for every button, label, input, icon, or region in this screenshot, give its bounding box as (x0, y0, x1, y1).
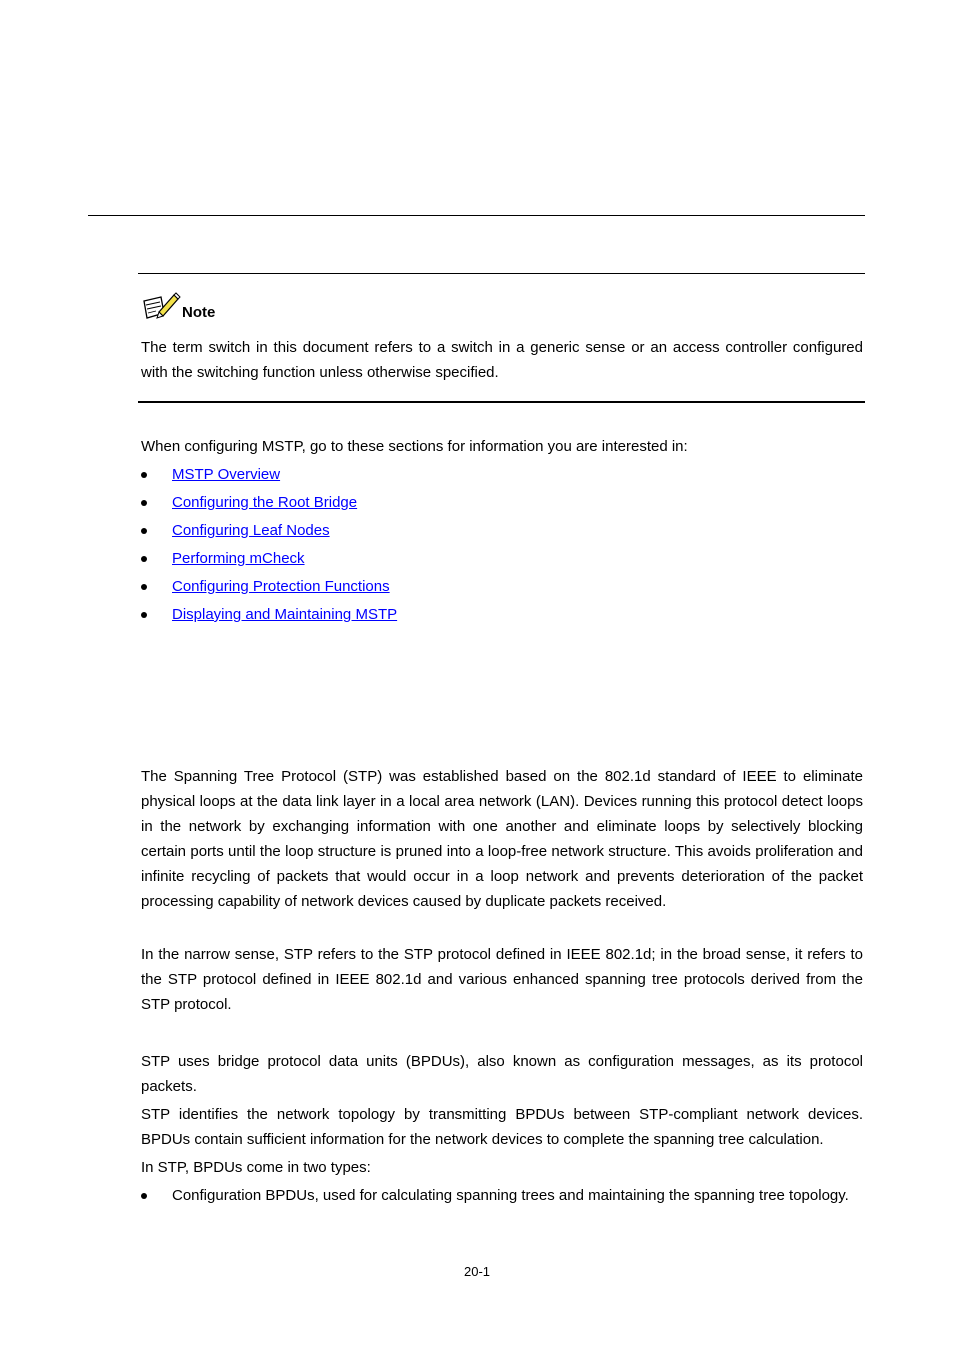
note-icon (141, 291, 181, 323)
link-performing-mcheck[interactable]: Performing mCheck (172, 550, 305, 567)
page-number: 20-1 (463, 1264, 491, 1279)
link-configuring-root-bridge[interactable]: Configuring the Root Bridge (172, 494, 358, 511)
link-mstp-overview[interactable]: MSTP Overview (172, 466, 281, 483)
stp-paragraph-1: The Spanning Tree Protocol (STP) was established based on the 802.1d standard of IEEE to eliminate physical loops at the data link layer in a local area network (LAN). Devices running this protocol detect loops in the network by exchanging information with one another and eliminate loops by selectively blocking certain ports until the loop structure is pruned into a loop-free network structure. This avoids proliferation and infinite recycling of packets that would occur in a loop network and prevents deterioration of the packet processing capability of network devices caused by duplicate packets received. (141, 768, 863, 910)
stp-paragraph-2: In the narrow sense, STP refers to the STP protocol defined in IEEE 802.1d; in the broad sense, it refers to the STP protocol defined in IEEE 802.1d and various enhanced spanning tree protocols derived from the STP protocol. (141, 946, 863, 1013)
list-item (141, 1183, 863, 1208)
bpdu-paragraph-2: STP identifies the network topology by transmitting BPDUs between STP-compliant network devices. BPDUs contain sufficient information for the network devices to complete the spanning tree calculation. (141, 1106, 863, 1148)
bullet-icon (141, 556, 147, 562)
intro-text: When configuring MSTP, go to these sections for information you are interested in: (141, 438, 688, 455)
bpdu-paragraph-3: In STP, BPDUs come in two types: (141, 1159, 371, 1176)
note-text: The term switch in this document refers to a switch in a generic sense or an access controller configured with the switching function unless otherwise specified. (141, 339, 863, 381)
header-rule (88, 215, 865, 216)
link-configuring-leaf-nodes[interactable]: Configuring Leaf Nodes (172, 522, 330, 539)
link-configuring-protection-functions[interactable]: Configuring Protection Functions (172, 578, 390, 595)
link-displaying-maintaining-mstp[interactable]: Displaying and Maintaining MSTP (172, 606, 398, 623)
bullet-icon (141, 500, 147, 506)
note-bottom-rule (138, 401, 865, 403)
bullet-icon (141, 528, 147, 534)
note-label: Note (182, 304, 216, 321)
note-top-rule (138, 273, 865, 274)
bullet-icon (141, 472, 147, 478)
bullet-icon (141, 612, 147, 618)
bpdu-bullet-text: Configuration BPDUs, used for calculating spanning trees and maintaining the spanning tree topology. (172, 1187, 849, 1204)
bpdu-paragraph-1: STP uses bridge protocol data units (BPDUs), also known as configuration messages, as its protocol packets. (141, 1053, 863, 1095)
bullet-icon (141, 1193, 147, 1199)
bullet-icon (141, 584, 147, 590)
